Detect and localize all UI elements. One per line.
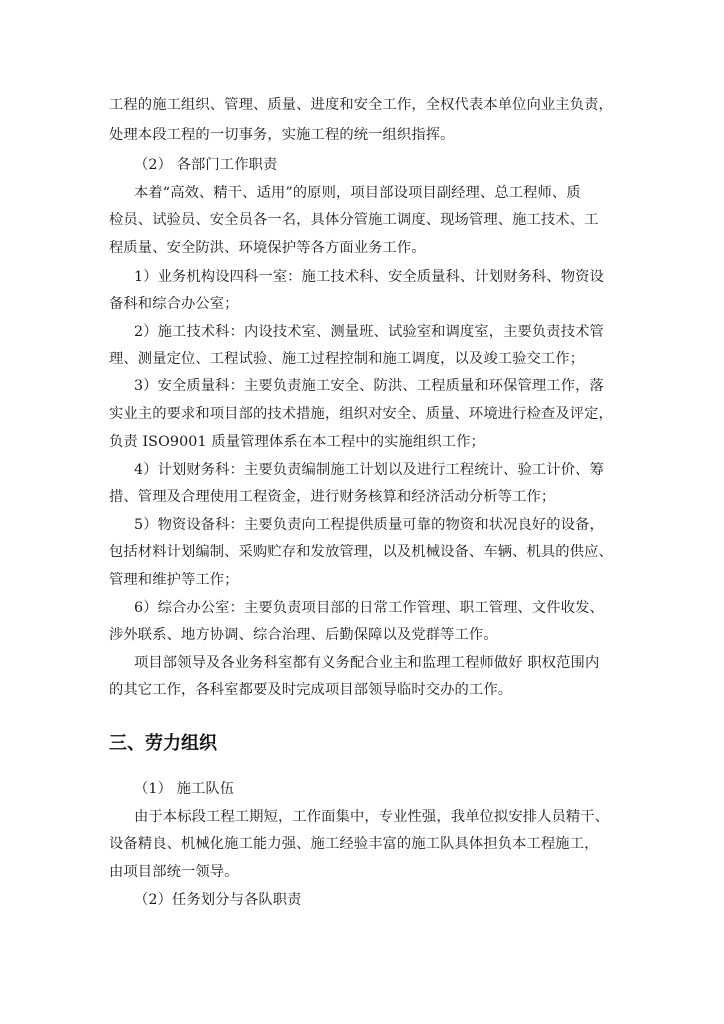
list-item-line: 6）综合办公室：主要负责项目部的日常工作管理、职工管理、文件收发、 xyxy=(134,600,604,616)
list-item-line: 3）安全质量科：主要负责施工安全、防洪、工程质量和环保管理工作，落 xyxy=(134,378,604,394)
paragraph-line: 处理本段工程的一切事务，实施工程的统一组织指挥。 xyxy=(109,127,455,143)
subheading-task-division: （2）任务划分与各队职责 xyxy=(134,892,302,908)
paragraph-line: 设备精良、机械化施工能力强、施工经验丰富的施工队具体担负本工程施工， xyxy=(109,836,599,852)
paragraph-line: 由项目部统一领导。 xyxy=(109,864,239,880)
paragraph-line: 项目部领导及各业务科室都有义务配合业主和监理工程师做好 职权范围内 xyxy=(134,655,600,671)
list-item-line: 涉外联系、地方协调、综合治理、后勤保障以及党群等工作。 xyxy=(109,627,498,643)
paragraph-line: 检员、试验员、安全员各一名，具体分管施工调度、现场管理、施工技术、工 xyxy=(109,212,599,228)
list-item-line: 措、管理及合理使用工程资金，进行财务核算和经济活动分析等工作； xyxy=(109,489,556,505)
list-item-line: 包括材料计划编制、采购贮存和发放管理，以及机械设备、车辆、机具的供应、 xyxy=(109,544,613,560)
list-item-line: 实业主的要求和项目部的技术措施，组织对安全、质量、环境进行检查及评定， xyxy=(109,406,613,422)
list-item-line: 管理和维护等工作； xyxy=(109,572,239,588)
paragraph-line: 工程的施工组织、管理、质量、进度和安全工作，全权代表本单位向业主负责， xyxy=(109,97,613,113)
subheading-construction-team: （1） 施工队伍 xyxy=(134,781,235,797)
paragraph-line: 的其它工作，各科室都要及时完成项目部领导临时交办的工作。 xyxy=(109,682,513,698)
list-item-line: 5）物资设备科：主要负责向工程提供质量可靠的物资和状况良好的设备， xyxy=(134,517,604,533)
list-item-line: 备科和综合办公室； xyxy=(109,296,239,312)
subheading-departments: （2） 各部门工作职责 xyxy=(134,157,278,173)
paragraph-line: 程质量、安全防洪、环境保护等各方面业务工作。 xyxy=(109,240,426,256)
paragraph-line: 由于本标段工程工期短，工作面集中，专业性强，我单位拟安排人员精干、 xyxy=(134,809,610,825)
section-heading-labor: 三、劳力组织 xyxy=(109,733,217,754)
list-item-line: 4）计划财务科：主要负责编制施工计划以及进行工程统计、验工计价、筹 xyxy=(134,462,604,478)
list-item-line: 1）业务机构设四科一室：施工技术科、安全质量科、计划财务科、物资设 xyxy=(134,269,604,285)
list-item-line: 负责 ISO9001 质量管理体系在本工程中的实施组织工作； xyxy=(109,434,485,450)
list-item-line: 2）施工技术科：内设技术室、测量班、试验室和调度室，主要负责技术管 xyxy=(134,324,604,340)
paragraph-line: 本着“高效、精干、适用”的原则，项目部设项目副经理、总工程师、质 xyxy=(134,185,581,201)
list-item-line: 理、测量定位、工程试验、施工过程控制和施工调度，以及竣工验交工作； xyxy=(109,351,585,367)
